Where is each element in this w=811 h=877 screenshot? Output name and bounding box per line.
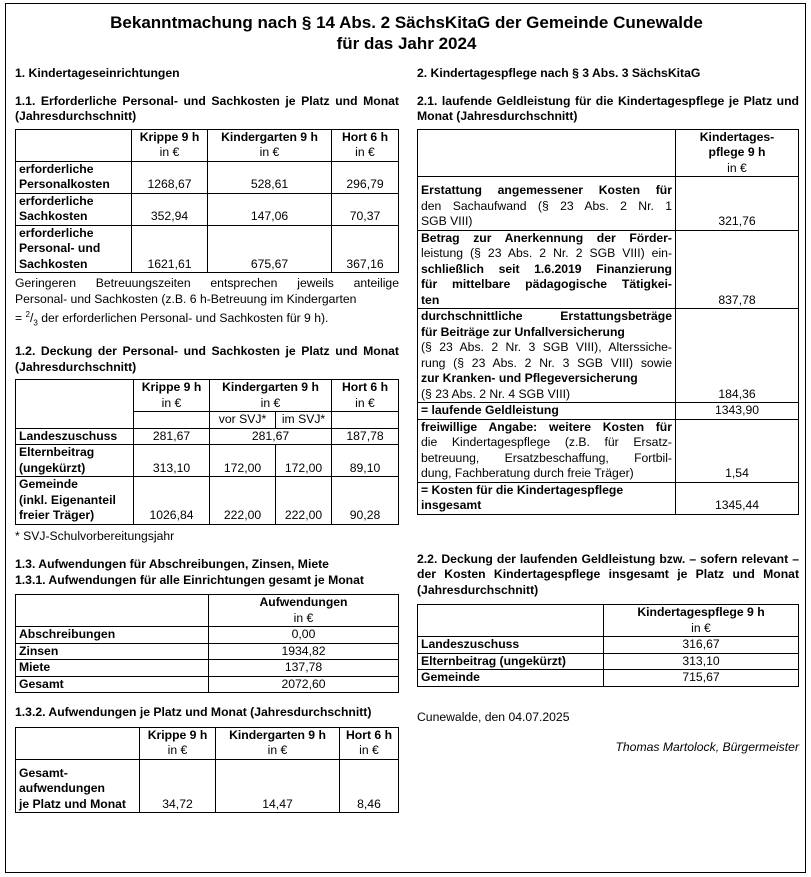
- col-hort: Hort 6 h in €: [332, 129, 399, 161]
- table-row: Gemeinde (inkl. Eigenanteil freier Träger) 1026,84 222,00 222,00 90,28: [16, 477, 399, 525]
- cell-value: 1621,61: [132, 225, 208, 273]
- section-1-1-heading: 1.1. Erforderliche Personal- und Sachkosten je Platz und Monat (Jahresdurchschnitt): [15, 93, 399, 123]
- table-header-row: [16, 129, 399, 161]
- section-1-heading: 1. Kindertageseinrichtungen: [15, 66, 180, 80]
- place-and-date: Cunewalde, den 04.07.2025: [417, 709, 570, 724]
- cell-value: 352,94: [132, 193, 208, 225]
- table-row: = laufende Geldleistung 1343,90: [418, 403, 799, 420]
- section-1-3-1-heading: 1.3.1. Aufwendungen für alle Einrichtungen gesamt je Monat: [15, 572, 364, 587]
- cell-value: 296,79: [332, 161, 399, 193]
- title-line-2: für das Jahr 2024: [336, 34, 477, 53]
- table-1-2-coverage: Krippe 9 h in € Kindergarten 9 h in € Hort 6 h in € vor SVJ* im SVJ* Landeszuschuss 281,67 281,67 187,78 Elternbeitrag (ungekürzt) 313,10 172,00 172,00 89,10 Gemeinde (inkl. Eigenanteil freier Träger) 1026,84 222,00 222,00 90,28: [15, 379, 399, 525]
- row-label: erforderliche Personal- und Sachkosten: [16, 225, 132, 273]
- table-row: Elternbeitrag (ungekürzt) 313,10: [418, 653, 799, 670]
- signature: Thomas Martolock, Bürgermeister: [615, 740, 799, 754]
- table-2-2-coverage: Kindertagespflege 9 h in € Landeszuschuss 316,67 Elternbeitrag (ungekürzt) 313,10 Gemeinde 715,67: [417, 604, 799, 687]
- table-1-3-1-expenses: Aufwendungen in € Abschreibungen 0,00 Zinsen 1934,82 Miete 137,78 Gesamt 2072,60: [15, 594, 399, 693]
- table-row: Zinsen 1934,82: [16, 643, 399, 660]
- cell-value: 528,61: [208, 161, 332, 193]
- section-2-1-heading: 2.1. laufende Geldleistung für die Kindertagespflege je Platz und Monat (Jahresdurchschnitt): [417, 93, 799, 123]
- section-2-heading: 2. Kindertagespflege nach § 3 Abs. 3 SächsKitaG: [417, 66, 701, 80]
- cell-value: 147,06: [208, 193, 332, 225]
- table-row: [16, 225, 399, 273]
- row-label: erforderliche Sachkosten: [16, 193, 132, 225]
- table-row: Gesamt 2072,60: [16, 676, 399, 693]
- table-row: Miete 137,78: [16, 660, 399, 677]
- table-2-1-day-care-payment: Kindertages- pflege 9 h in € Erstattung angemessener Kosten für den Sachaufwand (§ 23 Abs. 2 Nr. 1 SGB VIII) 321,76 Betrag zur Anerkennung der Förder- leistung (§ 23 Abs. 2 Nr. 2 SGB VIII) ein- schließlich seit 1.6.2019 Finanzierung für mittelbare pädagogische Tätigkei- ten 837,78 durchschnittliche Erstattungsbeträge für Beiträge zur Unfallversicherung (§ 23 Abs. 2 Nr. 3 SGB VIII), Alterssiche- rung (§ 23 Abs. 2 Nr. 3 SGB VIII) sowie zur Kranken- und Pflegeversicherung (§ 23 Abs. 2 Nr. 4 SGB VIII) 184,36 = laufende Geldleistung 1343,90 freiwillige Angabe: weitere Kosten für die Kindertagespflege (z.B. für Ersatz- betreuung, Ersatzbeschaffung, Fortbil- dung, Fachberatung durch freie Träger) 1,54 = Kosten für die Kindertagespflege insgesamt 1345,44: [417, 129, 799, 515]
- table-1-3-2-expenses-per-place: Krippe 9 h in € Kindergarten 9 h in € Hort 6 h in € Gesamt- aufwendungen je Platz und Monat 34,72 14,47 8,46: [15, 727, 399, 814]
- cell-value: 70,37: [332, 193, 399, 225]
- table-row: = Kosten für die Kindertagespflege insgesamt 1345,44: [418, 482, 799, 514]
- section-1-2-heading: 1.2. Deckung der Personal- und Sachkosten je Platz und Monat (Jahresdurchschnitt): [15, 344, 399, 374]
- table-row: Erstattung angemessener Kosten für den Sachaufwand (§ 23 Abs. 2 Nr. 1 SGB VIII) 321,76: [418, 177, 799, 231]
- table-row: [16, 193, 399, 225]
- table-row: [16, 161, 399, 193]
- section-1-3-heading: 1.3. Aufwendungen für Abschreibungen, Zinsen, Miete: [15, 557, 329, 571]
- table-row: Gesamt- aufwendungen je Platz und Monat 34,72 14,47 8,46: [16, 759, 399, 813]
- table-row: Elternbeitrag (ungekürzt) 313,10 172,00 172,00 89,10: [16, 445, 399, 477]
- announcement-page: [5, 3, 806, 873]
- table-row: Betrag zur Anerkennung der Förder- leistung (§ 23 Abs. 2 Nr. 2 SGB VIII) ein- schließlich seit 1.6.2019 Finanzierung für mittelbare pädagogische Tätigkei- ten 837,78: [418, 230, 799, 309]
- left-column: [15, 66, 399, 813]
- cell-value: 1268,67: [132, 161, 208, 193]
- title-line-1: Bekanntmachung nach § 14 Abs. 2 SächsKitaG der Gemeinde Cunewalde: [110, 13, 703, 32]
- cell-value: 367,16: [332, 225, 399, 273]
- section-2-2-heading: 2.2. Deckung der laufenden Geldleistung bzw. – sofern relevant – der Kosten Kindertagespflege insgesamt je Platz und Monat (Jahresdurchschnitt): [417, 551, 799, 597]
- cell-value: 675,67: [208, 225, 332, 273]
- document-title: [6, 12, 807, 54]
- table-row: freiwillige Angabe: weitere Kosten für die Kindertagespflege (z.B. für Ersatz- betreuung, Ersatzbeschaffung, Fortbil- dung, Fachberatung durch freie Träger) 1,54: [418, 419, 799, 482]
- right-column: [417, 66, 799, 756]
- table-row: Landeszuschuss 281,67 281,67 187,78: [16, 428, 399, 445]
- col-kindergarten: Kindergarten 9 h in €: [208, 129, 332, 161]
- note-partial-care: Geringeren Betreuungszeiten entsprechen jeweils anteilige Personal- und Sachkosten (z.B. 6 h-Betreuung im Kindergarten = $^2/_3$ der erforderlichen Personal- und Sachkosten für 9 h).: [15, 276, 399, 328]
- footnote-svj: * SVJ-Schulvorbereitungsjahr: [15, 528, 175, 543]
- table-row: Gemeinde 715,67: [418, 670, 799, 687]
- table-row: Landeszuschuss 316,67: [418, 637, 799, 654]
- table-row: Abschreibungen 0,00: [16, 627, 399, 644]
- col-krippe: Krippe 9 h in €: [132, 129, 208, 161]
- table-1-1-costs: [15, 129, 399, 274]
- table-row: durchschnittliche Erstattungsbeträge für Beiträge zur Unfallversicherung (§ 23 Abs. 2 Nr. 3 SGB VIII), Alterssiche- rung (§ 23 Abs. 2 Nr. 3 SGB VIII) sowie zur Kranken- und Pflegeversicherung (§ 23 Abs. 2 Nr. 4 SGB VIII) 184,36: [418, 309, 799, 403]
- section-1-3-2-heading: 1.3.2. Aufwendungen je Platz und Monat (Jahresdurchschnitt): [15, 705, 372, 719]
- row-label: erforderliche Personalkosten: [16, 161, 132, 193]
